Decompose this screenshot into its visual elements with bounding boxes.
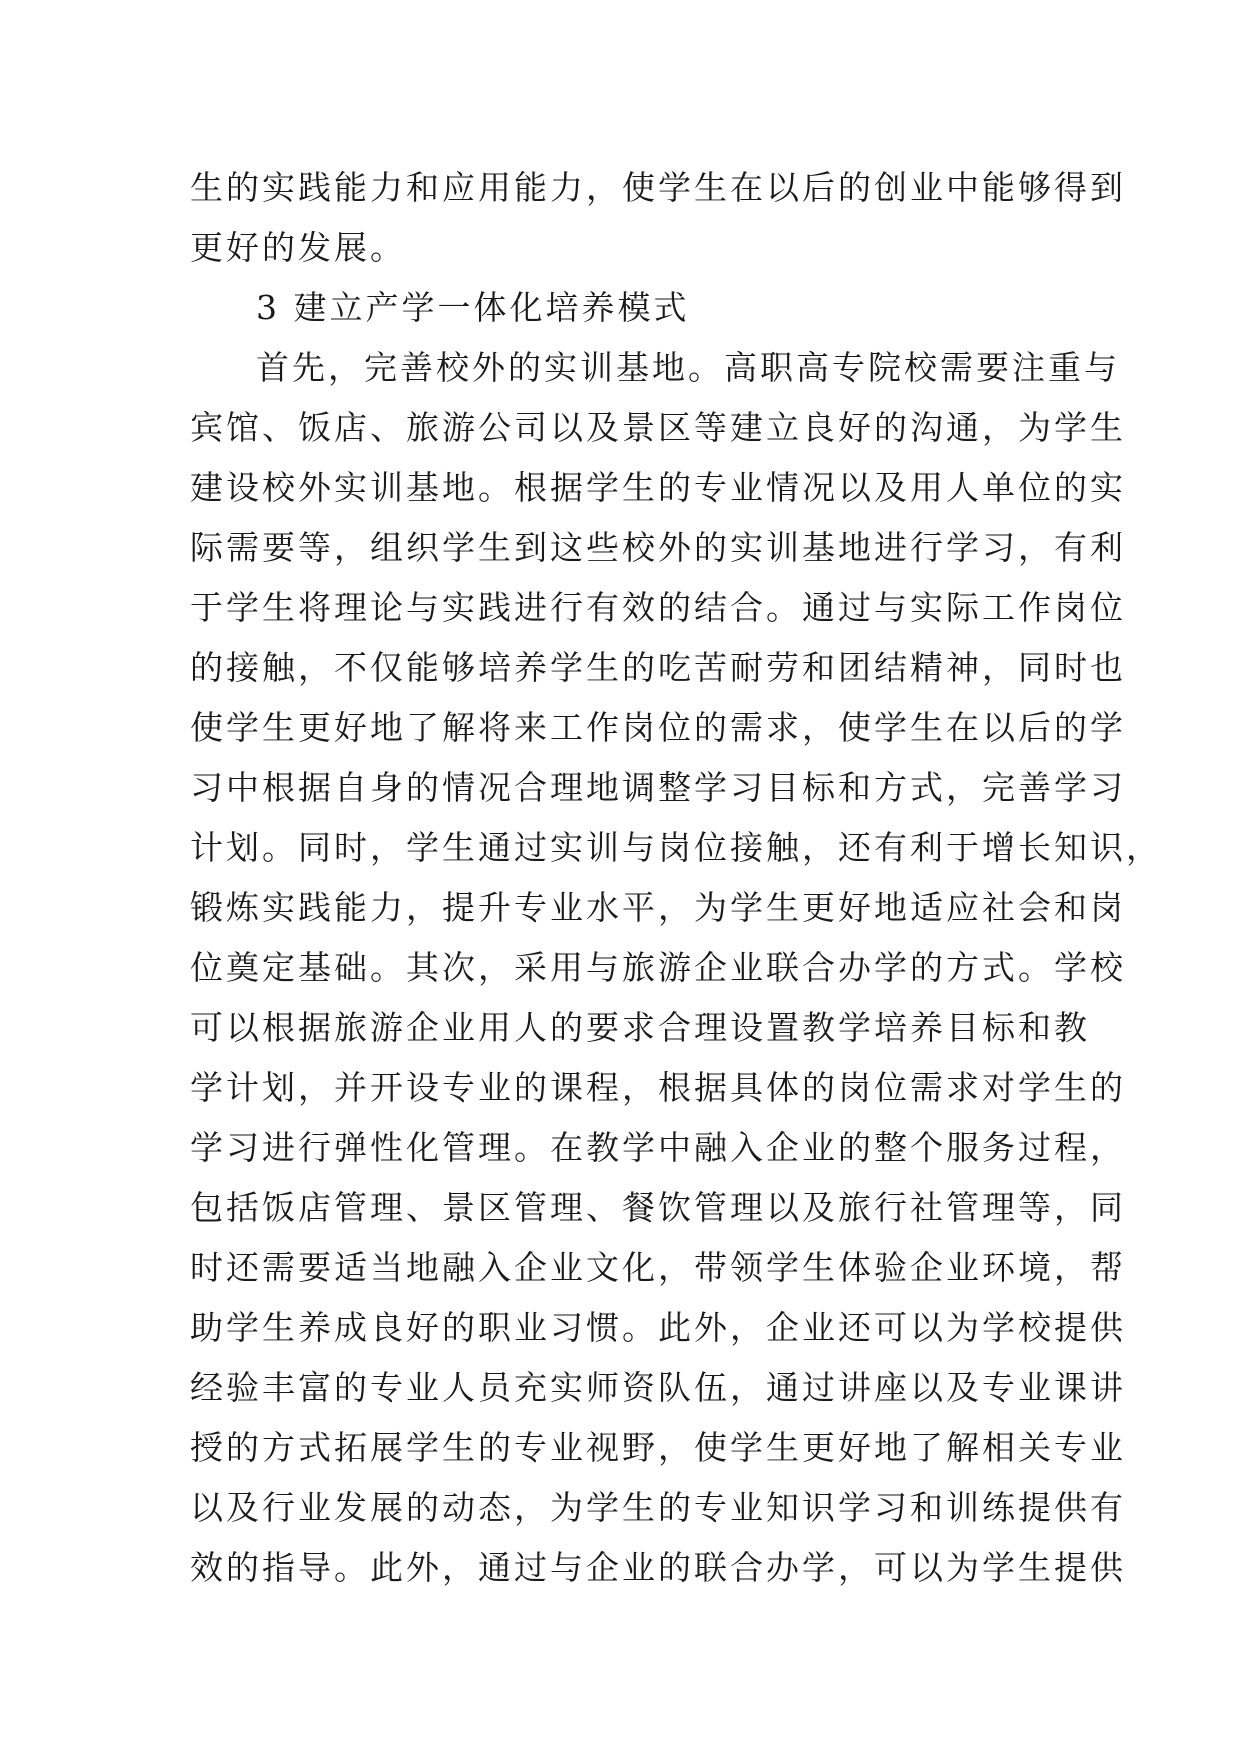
text-line: 学计划，并开设专业的课程，根据具体的岗位需求对学生的 [190,1068,1126,1107]
text-line: 生的实践能力和应用能力，使学生在以后的创业中能够得到 [190,168,1126,207]
text-line: 时还需要适当地融入企业文化，带领学生体验企业环境，帮 [190,1248,1126,1287]
section-heading: 3 建立产学一体化培养模式 [256,288,690,327]
text-line: 的接触，不仅能够培养学生的吃苦耐劳和团结精神，同时也 [190,648,1126,687]
text-line: 位奠定基础。其次，采用与旅游企业联合办学的方式。学校 [190,948,1126,987]
text-line: 授的方式拓展学生的专业视野，使学生更好地了解相关专业 [190,1428,1126,1467]
body-text [190,158,1162,1598]
text-line: 建设校外实训基地。根据学生的专业情况以及用人单位的实 [190,468,1126,507]
text-line: 包括饭店管理、景区管理、餐饮管理以及旅行社管理等，同 [190,1188,1126,1227]
text-line: 助学生养成良好的职业习惯。此外，企业还可以为学校提供 [190,1308,1126,1347]
text-line: 可以根据旅游企业用人的要求合理设置教学培养目标和教 [190,1008,1090,1047]
text-line: 学习进行弹性化管理。在教学中融入企业的整个服务过程， [190,1128,1126,1167]
text-line: 经验丰富的专业人员充实师资队伍，通过讲座以及专业课讲 [190,1368,1126,1407]
text-line: 使学生更好地了解将来工作岗位的需求，使学生在以后的学 [190,708,1126,747]
text-line: 锻炼实践能力，提升专业水平，为学生更好地适应社会和岗 [190,888,1126,927]
text-line: 计划。同时，学生通过实训与岗位接触，还有利于增长知识， [190,828,1162,867]
text-line: 于学生将理论与实践进行有效的结合。通过与实际工作岗位 [190,588,1126,627]
text-line: 宾馆、饭店、旅游公司以及景区等建立良好的沟通，为学生 [190,408,1126,447]
text-line: 习中根据自身的情况合理地调整学习目标和方式，完善学习 [190,768,1126,807]
text-line: 更好的发展。 [190,228,406,267]
text-line: 效的指导。此外，通过与企业的联合办学，可以为学生提供 [190,1548,1126,1587]
text-line: 以及行业发展的动态，为学生的专业知识学习和训练提供有 [190,1488,1126,1527]
text-line: 首先，完善校外的实训基地。高职高专院校需要注重与 [256,348,1120,387]
text-line: 际需要等，组织学生到这些校外的实训基地进行学习，有利 [190,528,1126,567]
